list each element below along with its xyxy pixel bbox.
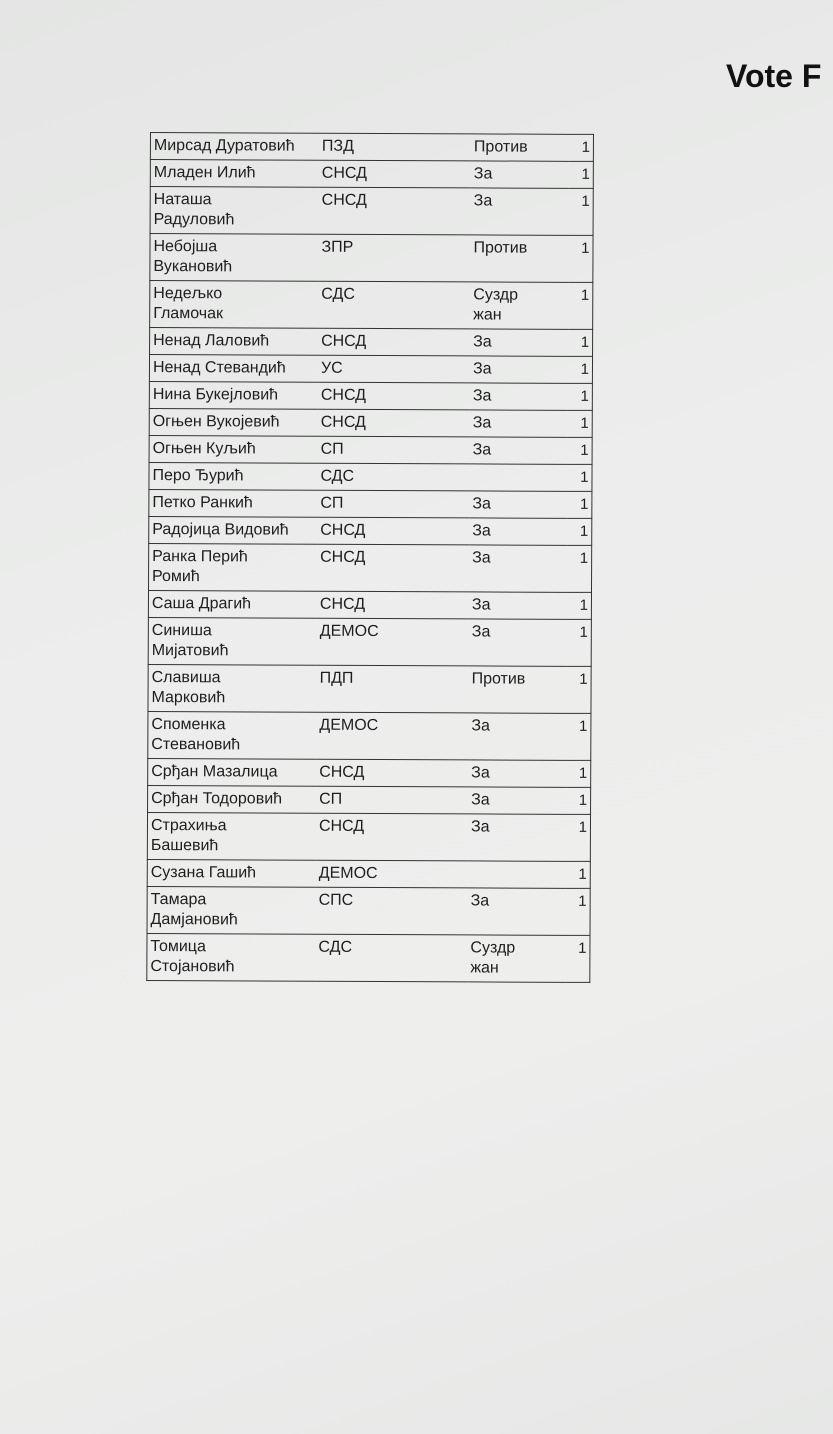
party-name: СДС (315, 934, 467, 982)
member-name: Огњен Куљић (149, 435, 318, 463)
vote-count: 1 (567, 518, 592, 545)
vote-table (146, 132, 594, 983)
vote-value: Против (468, 666, 566, 713)
vote-count: 1 (568, 329, 593, 356)
vote-count: 1 (568, 235, 593, 282)
table-row (149, 489, 592, 518)
party-name: СНСД (318, 409, 470, 437)
vote-value: За (468, 713, 566, 760)
table-row (150, 328, 593, 357)
party-name: СНСД (317, 517, 469, 545)
vote-count: 1 (567, 619, 592, 666)
table-row (149, 462, 592, 491)
member-name: Небојша Вукановић (150, 234, 319, 282)
vote-count: 1 (569, 188, 594, 235)
table-row (150, 187, 593, 236)
vote-count: 1 (567, 592, 592, 619)
member-name: Тамара Дамјановић (147, 886, 316, 934)
page-title: Vote F (726, 58, 822, 94)
member-name: Страхиња Башевић (147, 812, 316, 860)
vote-value: За (467, 888, 565, 935)
table-row (148, 758, 591, 787)
vote-value: За (471, 161, 569, 188)
party-name: ДЕМОС (316, 860, 468, 888)
table-row (150, 160, 593, 189)
party-name: СНСД (319, 187, 471, 235)
vote-value: За (471, 188, 569, 235)
vote-value: За (468, 760, 566, 787)
table-row (148, 664, 591, 713)
vote-count: 1 (567, 464, 592, 491)
party-name: СНСД (318, 382, 470, 410)
vote-count: 1 (568, 410, 593, 437)
vote-count: 1 (569, 161, 594, 188)
table-row (147, 933, 590, 982)
vote-value: За (470, 437, 568, 464)
member-name: Нина Букејловић (149, 381, 318, 409)
member-name: Ненад Лаловић (150, 328, 319, 356)
member-name: Синиша Мијатовић (148, 617, 317, 665)
table-row (149, 408, 592, 437)
member-name: Славиша Марковић (148, 664, 317, 712)
vote-value: За (470, 410, 568, 437)
member-name: Младен Илић (150, 160, 319, 188)
party-name: СНСД (319, 160, 471, 188)
party-name: СНСД (316, 813, 468, 861)
party-name: СНСД (317, 544, 469, 592)
party-name: УС (318, 355, 470, 383)
vote-count: 1 (566, 814, 591, 861)
table-row (148, 617, 591, 666)
vote-value: За (468, 787, 566, 814)
table-row (149, 355, 592, 384)
table-row (148, 543, 591, 592)
member-name: Срђан Тодоровић (148, 785, 317, 813)
vote-value (468, 861, 566, 888)
party-name: СНСД (316, 759, 468, 787)
vote-count: 1 (566, 760, 591, 787)
vote-value: За (469, 518, 567, 545)
table-row (148, 590, 591, 619)
party-name: ЗПР (318, 234, 470, 282)
vote-count: 1 (567, 491, 592, 518)
party-name: СНСД (318, 328, 470, 356)
member-name: Томица Стојановић (147, 933, 316, 981)
party-name: СДС (318, 281, 470, 329)
member-name: Радојица Видовић (149, 516, 318, 544)
member-name: Ненад Стевандић (149, 355, 318, 383)
table-row (150, 133, 593, 162)
vote-value: Суздр жан (470, 282, 568, 329)
vote-value: За (469, 592, 567, 619)
table-row (149, 381, 592, 410)
party-name: СНСД (317, 591, 469, 619)
party-name: СП (317, 490, 469, 518)
member-name: Ранка Перић Ромић (148, 543, 317, 591)
table-row (150, 234, 593, 283)
vote-value: За (469, 619, 567, 666)
vote-table-body (147, 133, 594, 983)
vote-value: Против (471, 134, 569, 161)
party-name: СП (316, 786, 468, 814)
party-name: СДС (317, 463, 469, 491)
vote-value: За (470, 329, 568, 356)
party-name: СПС (316, 887, 468, 935)
table-row (148, 785, 591, 814)
member-name: Срђан Мазалица (148, 758, 317, 786)
vote-value: За (469, 491, 567, 518)
vote-count: 1 (566, 787, 591, 814)
vote-count: 1 (568, 282, 593, 329)
table-row (147, 886, 590, 935)
member-name: Споменка Стевановић (148, 711, 317, 759)
vote-count: 1 (566, 666, 591, 713)
member-name: Недељко Гламочак (150, 281, 319, 329)
vote-count: 1 (567, 545, 592, 592)
vote-count: 1 (569, 134, 594, 161)
vote-count: 1 (566, 713, 591, 760)
party-name: СП (318, 436, 470, 464)
vote-value: Суздр жан (467, 935, 565, 982)
party-name: ПДП (316, 665, 468, 713)
vote-value (469, 464, 567, 491)
vote-value: За (470, 383, 568, 410)
vote-value: За (469, 545, 567, 592)
member-name: Наташа Радуловић (150, 187, 319, 235)
vote-value: Против (470, 235, 568, 282)
party-name: ДЕМОС (317, 618, 469, 666)
member-name: Саша Драгић (148, 590, 317, 618)
vote-count: 1 (568, 356, 593, 383)
vote-count: 1 (568, 383, 593, 410)
vote-count: 1 (565, 935, 590, 982)
table-row (147, 812, 590, 861)
vote-count: 1 (565, 888, 590, 935)
vote-value: За (470, 356, 568, 383)
member-name: Петко Ранкић (149, 489, 318, 517)
table-row (149, 516, 592, 545)
vote-count: 1 (568, 437, 593, 464)
party-name: ДЕМОС (316, 712, 468, 760)
table-row (149, 435, 592, 464)
vote-value: За (468, 814, 566, 861)
member-name: Мирсад Дуратовић (150, 133, 319, 161)
member-name: Перо Ђурић (149, 462, 318, 490)
vote-count: 1 (566, 861, 591, 888)
table-row (147, 859, 590, 888)
table-row (150, 281, 593, 330)
member-name: Огњен Вукојевић (149, 408, 318, 436)
party-name: ПЗД (319, 133, 471, 161)
member-name: Сузана Гашић (147, 859, 316, 887)
table-row (148, 711, 591, 760)
